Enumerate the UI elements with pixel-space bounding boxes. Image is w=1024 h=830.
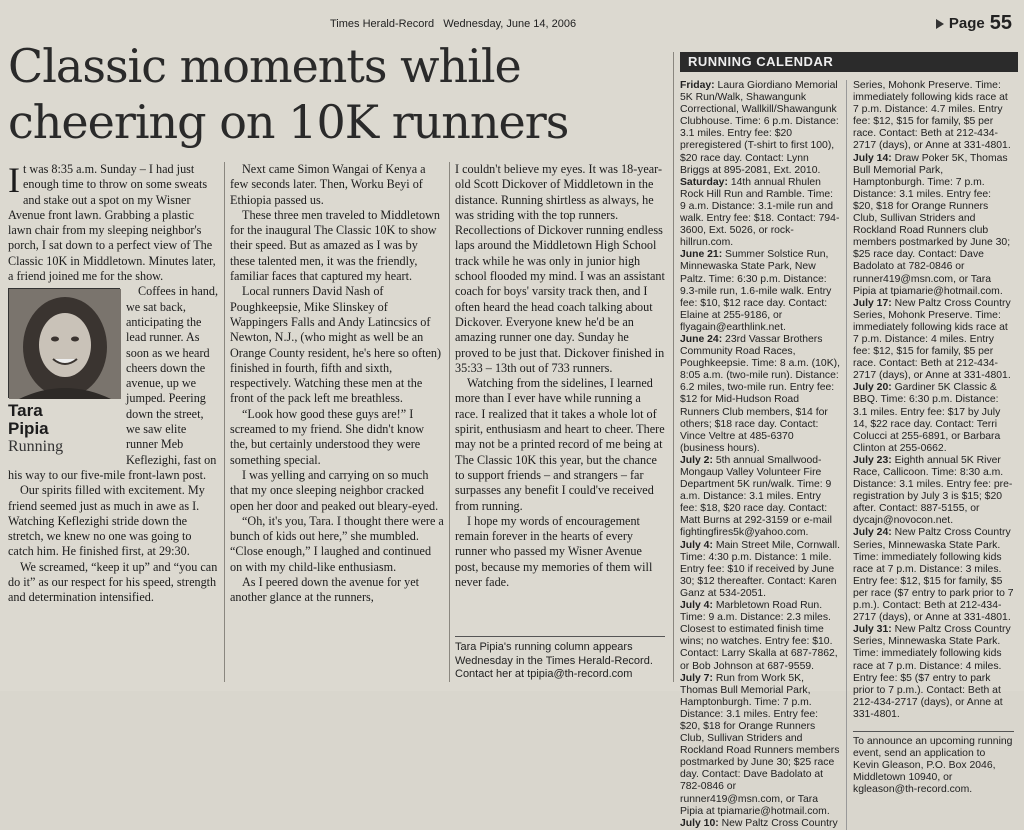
column-rule bbox=[673, 52, 674, 682]
calendar-entry-text: Eighth annual 5K River Race, Callicoon. Time: 8:30 a.m. Distance: 3.1 miles. Entry fee: pre-registration by July 3 is $15; $20 after. Contact: 887-5155, or dycajn@novocon.net. bbox=[853, 454, 1013, 527]
calendar-entry-text: Series, Mohonk Preserve. Time: immediately following kids race at 7 p.m. Distance: 4.7 miles. Entry fee: $12, $15 for family, $5 per race. Contact: Beth at 212-434-2717 (days), or Anne at 331-4801. bbox=[853, 80, 1011, 152]
calendar-entry-text: New Paltz Cross Country bbox=[721, 817, 838, 829]
calendar-entry-text: Draw Poker 5K, Thomas Bull Memorial Park, Hamptonburgh. Time: 7 p.m. Distance: 3.1 miles. Entry fee: $20, $18 for Orange Runners Club, Sullivan Striders and Rockland Road Runners club members postmarked by June 30; $25 race day. Contact: Dave Badolato at 782-0846 or runner419@msn.com, or Tara Pipia at tpiamarie@hotmail.com. bbox=[853, 152, 1011, 297]
column-rule bbox=[224, 162, 225, 682]
byline-last-name: Pipia bbox=[8, 419, 49, 439]
calendar-entry bbox=[853, 153, 1014, 298]
calendar-entry bbox=[853, 298, 1014, 383]
article-paragraph: Our spirits filled with excitement. My friend seemed just as much in awe as I. Watching Keflezighi stride down the stretch, we knew no one was going to catch him. He finished first, at 29:30. bbox=[8, 483, 205, 559]
drop-cap: I bbox=[8, 160, 20, 200]
article-column-2 bbox=[230, 162, 444, 606]
calendar-announcement: To announce an upcoming running event, send an application to Kevin Gleason, P.O. Box 2046, Middletown 10940, or kgleason@th-record.com. bbox=[853, 731, 1014, 796]
article-column-1 bbox=[8, 162, 220, 606]
calendar-entry bbox=[853, 80, 1014, 153]
calendar-entry-date: July 24: bbox=[853, 527, 892, 539]
columnist-photo bbox=[8, 288, 120, 398]
article-paragraph: These three men traveled to Middletown for the inaugural The Classic 10K to show their speed. But as amazed as I was by these talented men, it was the friendly, familiar faces that captured my heart. bbox=[230, 207, 440, 284]
byline-first-name: Tara bbox=[8, 401, 43, 421]
article-paragraph: We screamed, “keep it up” and “you can do it” as our respect for his speed, strength and determination intensified. bbox=[8, 559, 218, 605]
calendar-entry bbox=[853, 624, 1014, 721]
page-number-value: 55 bbox=[989, 12, 1012, 34]
masthead bbox=[330, 18, 660, 30]
arrow-icon bbox=[936, 19, 944, 29]
calendar-entry-date: June 21: bbox=[680, 249, 723, 261]
article-paragraph bbox=[8, 162, 220, 284]
calendar-entry-text: Main Street Mile, Cornwall. Time: 4:30 p.m. Distance: 1 mile. Entry fee: $10 if received by June 30; $12 thereafter. Contact: Karen Ganz at 534-2051. bbox=[680, 539, 840, 599]
calendar-entry bbox=[853, 455, 1014, 528]
calendar-entry-date: July 4: bbox=[680, 539, 713, 551]
article-paragraph: I couldn't believe my eyes. It was 18-year-old Scott Dickover of Middletown in the distance. Running shirtless as always, he was striding with the top runners. Recollections of Dickover running endless laps around the Middletown High School track while he was only in junior high school flooded my mind. I was an assistant coach for boys' varsity track then, and I often heard the head coach talking about Dickover. Everyone knew he'd be an amazing runner one day. Sunday he proved to be just that. Dickover finished in 35:33 – 13th out of 733 runners. bbox=[455, 162, 665, 375]
calendar-entry bbox=[853, 527, 1014, 624]
calendar-title: RUNNING CALENDAR bbox=[680, 52, 1018, 72]
article-paragraph: “Oh, it's you, Tara. I thought there were a bunch of kids out here,” she mumbled. “Close enough,” I laughed and continued on with my child-like enthusiasm. bbox=[230, 513, 444, 574]
calendar-entry-text: Laura Giordiano Memorial 5K Run/Walk, Shawangunk Correctional, Wallkill/Shawangunk Clubhouse. Time: 6 p.m. Distance: 3.1 miles. Entry fee: $20 preregistered (T-shirt to first 100), $20 race day. Contact: Lynn Briggs at 895-2081, Ext. 2010. bbox=[680, 80, 839, 176]
calendar-entry-date: July 10: bbox=[680, 817, 719, 829]
article-paragraph: I hope my words of encouragement remain forever in the hearts of every runner who passed my Wisner Avenue post, because my memories of them will never fade. bbox=[455, 513, 653, 590]
column-rule bbox=[449, 162, 450, 682]
calendar-entry-text: Summer Solstice Run, Minnewaska State Park, New Paltz. Time: 6:30 p.m. Distance: 9.3-mile run, 1.6-mile walk. Entry fee: $10, $12 race day. Contact: Elaine at 255-9186, or flyagain@earthlink.net. bbox=[680, 249, 832, 333]
calendar-column-left bbox=[680, 80, 846, 830]
headline-line-2: cheering on 10K runners bbox=[8, 95, 569, 149]
calendar-entry bbox=[680, 540, 840, 600]
column-footer-note: Tara Pipia's running column appears Wednesday in the Times Herald-Record. Contact her at tpipia@th-record.com bbox=[455, 636, 665, 682]
article-column-3 bbox=[455, 162, 665, 590]
calendar-entry-date: July 2: bbox=[680, 454, 713, 466]
calendar-entry-date: Saturday: bbox=[680, 176, 728, 188]
page-number bbox=[936, 12, 1012, 35]
calendar-column-right bbox=[846, 80, 1014, 830]
article-paragraph: I was yelling and carrying on so much that my once sleeping neighbor cracked open her door and peaked out bleary-eyed. bbox=[230, 467, 439, 513]
calendar-entry-date: July 31: bbox=[853, 624, 892, 636]
article-paragraph: Watching from the sidelines, I learned more than I ever have while running a race. I realized that it takes a whole lot of spirit, enthusiasm and heart to cheer. There may not be a printed record of me being at The Classic 10K this year, but the chance to support friends – and strangers – far surpasses any benefit I could've received from running. bbox=[455, 376, 665, 513]
article-paragraph: Coffees in hand, we sat back, anticipating the lead runner. As soon as we heard cheers down the avenue, up we jumped. Peering down the street, we saw elite runner Meb Keflezighi, fast on his way to our five-mile front-lawn post. bbox=[8, 284, 218, 482]
issue-date: Wednesday, June 14, 2006 bbox=[443, 18, 577, 30]
calendar-entry-date: July 20: bbox=[853, 382, 892, 394]
running-calendar bbox=[680, 52, 1018, 830]
columnist-photo-block bbox=[8, 288, 120, 454]
calendar-entry-text: Run from Work 5K, Thomas Bull Memorial Park, Hamptonburgh. Time: 7 p.m. Distance: 3.1 miles. Entry fee: $20, $18 for Orange Runners Club, Sullivan Striders and Rockland Road Runners members postmarked by June 30; $25 race day. Contact: Dave Badolato at 782-0846 or runner419@msn.com, or Tara Pipia at tpiamarie@hotmail.com. bbox=[680, 672, 840, 817]
calendar-entry bbox=[680, 80, 840, 177]
calendar-entry bbox=[680, 818, 840, 830]
headline bbox=[8, 38, 668, 150]
calendar-entry-text: 14th annual Rhulen Rock Hill Run and Ramble. Time: 9 a.m. Distance: 3.1-mile run and walk. Entry fee: $18. Contact: 794-3600, Ext. 5026, or rock-hillrun.com. bbox=[680, 176, 840, 249]
calendar-entry-text: 23rd Vassar Brothers Community Road Races, Poughkeepsie. Time: 8 a.m. (10K), 8:05 a.m. (two-mile run). Distance: 6.2 miles, two-mile run. Entry fee: $12 for Mid-Hudson Road Runners Club members, $14 for others; $18 race day. Contact: Vince Veltre at 485-6370 (business hours). bbox=[680, 333, 840, 454]
article-paragraph: As I peered down the avenue for yet another glance at the runners, bbox=[230, 575, 419, 605]
paragraph-lead-text: t was 8:35 a.m. Sunday – I had just enough time to throw on some sweats and stake out a spot on my Wisner Avenue front lawn. Grabbing a plastic lawn chair from my sleeping neighbor's porch, I sat down to a perfect view of The Classic 10K in Middletown. Minutes later, a friend joined me for the show. bbox=[8, 162, 216, 284]
page-label: Page bbox=[948, 15, 985, 32]
calendar-entry-date: July 17: bbox=[853, 297, 892, 309]
calendar-entry bbox=[680, 334, 840, 455]
calendar-entry bbox=[680, 177, 840, 250]
calendar-entry-date: June 24: bbox=[680, 333, 723, 345]
article-paragraph: “Look how good these guys are!” I screamed to my friend. She didn't know the, but certainly understood they were something special. bbox=[230, 406, 425, 467]
calendar-entry bbox=[680, 600, 840, 673]
calendar-entry-date: July 23: bbox=[853, 454, 892, 466]
calendar-entry-date: July 7: bbox=[680, 672, 713, 684]
calendar-entry-date: July 4: bbox=[680, 600, 713, 612]
calendar-entry-text: New Paltz Cross Country Series, Minnewaska State Park. Time: immediately following kids race at 7 p.m. Distance: 3 miles. Entry fee: $12, $15 for family, $5 per race ($7 entry to park prior to 7 p.m.). Contact: Beth at 212-434-2717 (days), or Anne at 331-4801. bbox=[853, 527, 1014, 624]
calendar-entry-text: 5th annual Smallwood-Mongaup Valley Volunteer Fire Department 5K run/walk. Time: 9 a.m. Distance: 3.1 miles. Entry fee: $18, $20 race day. Contact: Matt Burns at 292-3159 or e-mail fightingfires5k@yahoo.com. bbox=[680, 454, 832, 539]
calendar-entry-date: Friday: bbox=[680, 80, 715, 91]
calendar-entry bbox=[853, 382, 1014, 455]
headline-line-1: Classic moments while bbox=[8, 39, 521, 93]
calendar-entry bbox=[680, 249, 840, 334]
article-paragraph: Local runners David Nash of Poughkeepsie, Mike Slinskey of Wappingers Falls and Andy Latincsics of Newton, N.J., (who might as well be an Orange County resident, he's here so often) finished in fourth, fifth and sixth, respectively. Watching these men at the front of the pack left me breathless. bbox=[230, 284, 442, 406]
calendar-entry-text: Gardiner 5K Classic & BBQ. Time: 6:30 p.m. Distance: 3.1 miles. Entry fee: $17 by July 14, $22 race day. Contact: Terri Colucci at 255-6891, or Barbara Clinton at 255-0662. bbox=[853, 382, 1001, 454]
calendar-entry bbox=[680, 673, 840, 818]
column-name: Running bbox=[8, 438, 64, 456]
calendar-entry-text: New Paltz Cross Country Series, Mohonk Preserve. Time: immediately following kids race at 7 p.m. Distance: 4 miles. Entry fee: $12, $15 for family, $5 per race. Contact: Beth at 212-434-2717 (days), or Anne at 331-4801. bbox=[853, 297, 1011, 382]
calendar-entry bbox=[680, 455, 840, 540]
paper-name: Times Herald-Record bbox=[330, 18, 435, 30]
calendar-entry-text: New Paltz Cross Country Series, Minnewaska State Park. Time: immediately following kids race at 7 p.m. Distance: 4 miles. Entry fee: $5 ($7 entry to park prior to 7 p.m.). Contact: Beth at 212-434-2717 (days), or Anne at 331-4801. bbox=[853, 624, 1011, 720]
article-paragraph: Next came Simon Wangai of Kenya a few seconds later. Then, Worku Beyi of Ethiopia passed us. bbox=[230, 162, 426, 207]
calendar-entry-date: July 14: bbox=[853, 152, 892, 164]
calendar-entry-text: Marbletown Road Run. Time: 9 a.m. Distance: 2.3 miles. Closest to estimated finish time wins; no watches. Entry fee: $10. Contact: Larry Skalla at 687-7862, or Bob Johnson at 687-9559. bbox=[680, 600, 838, 672]
